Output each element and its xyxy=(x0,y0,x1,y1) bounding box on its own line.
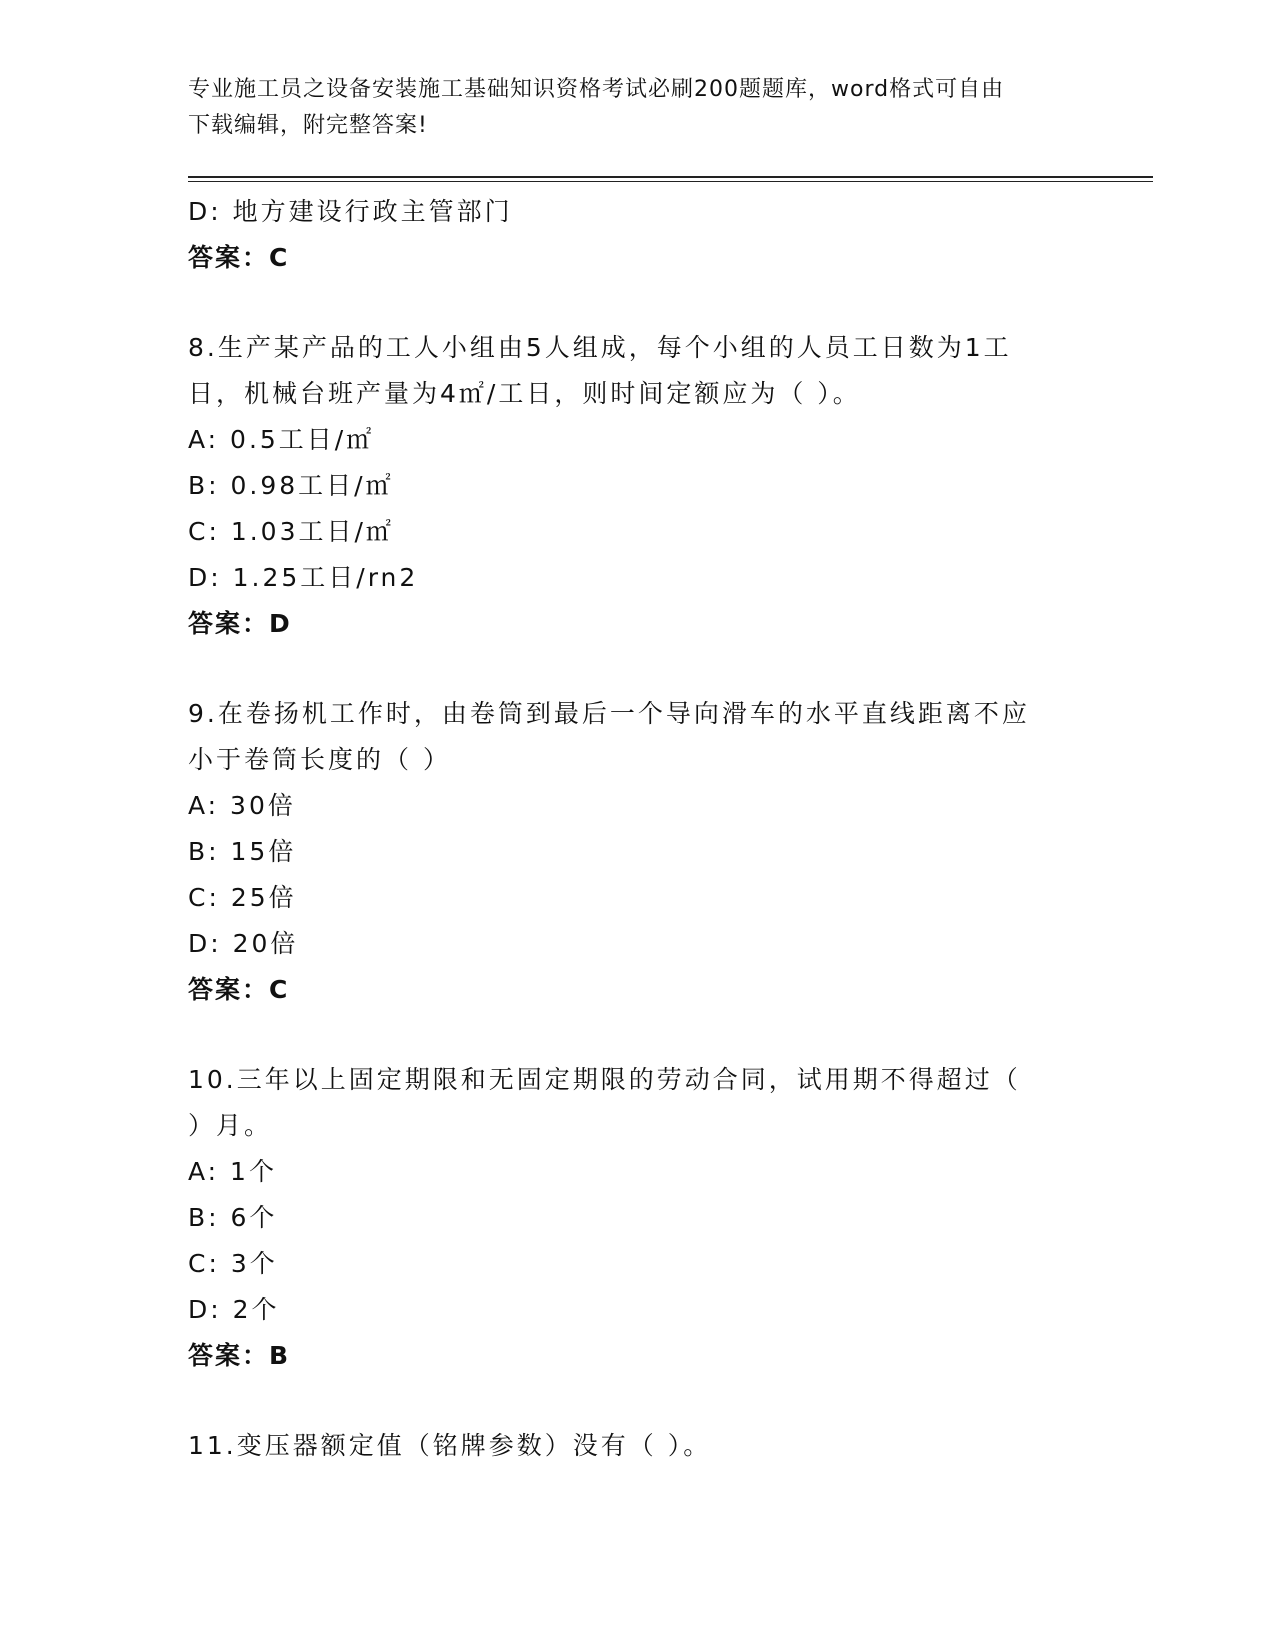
question-text-line-2: 小于卷筒长度的（ ） xyxy=(188,745,451,774)
spacer xyxy=(188,647,1068,691)
answer: 答案：C xyxy=(188,975,290,1004)
option-d: D: 20倍 xyxy=(188,929,299,958)
answer: 答案：B xyxy=(188,1341,291,1370)
question-9 xyxy=(188,691,1068,1013)
question-list xyxy=(188,189,1068,1469)
prev-option-d: D: 地方建设行政主管部门 xyxy=(188,197,513,226)
option-b: B: 6个 xyxy=(188,1203,278,1232)
option-c: C: 3个 xyxy=(188,1249,278,1278)
option-c: C: 25倍 xyxy=(188,883,297,912)
answer: 答案：D xyxy=(188,609,292,638)
question-text-line-1: 10.三年以上固定期限和无固定期限的劳动合同，试用期不得超过（ xyxy=(188,1065,1021,1094)
spacer xyxy=(188,1013,1068,1057)
document-header xyxy=(188,72,1068,144)
option-a: A: 30倍 xyxy=(188,791,296,820)
header-line-1: 专业施工员之设备安装施工基础知识资格考试必刷200题题库，word格式可自由 xyxy=(188,77,1005,102)
question-text-line-2: 日，机械台班产量为4㎡/工日，则时间定额应为（ ）。 xyxy=(188,379,861,408)
question-text-line-1: 11.变压器额定值（铭牌参数）没有（ ）。 xyxy=(188,1431,712,1460)
question-10 xyxy=(188,1057,1068,1379)
question-11 xyxy=(188,1423,1068,1469)
option-a: A: 1个 xyxy=(188,1157,277,1186)
header-rule-thin xyxy=(188,181,1153,182)
option-b: B: 0.98工日/㎡ xyxy=(188,471,394,500)
question-text-line-1: 8.生产某产品的工人小组由5人组成，每个小组的人员工日数为1工 xyxy=(188,333,1012,362)
question-text-line-1: 9.在卷扬机工作时，由卷筒到最后一个导向滑车的水平直线距离不应 xyxy=(188,699,1030,728)
option-d: D: 1.25工日/rn2 xyxy=(188,563,419,592)
spacer xyxy=(188,281,1068,325)
header-line-2: 下载编辑，附完整答案! xyxy=(188,113,428,138)
question-8 xyxy=(188,325,1068,647)
option-b: B: 15倍 xyxy=(188,837,297,866)
option-a: A: 0.5工日/㎡ xyxy=(188,425,375,454)
option-d: D: 2个 xyxy=(188,1295,280,1324)
question-text-line-2: ）月。 xyxy=(188,1111,273,1140)
spacer xyxy=(188,1379,1068,1423)
header-rule-thick xyxy=(188,176,1153,178)
option-c: C: 1.03工日/㎡ xyxy=(188,517,394,546)
prev-answer: 答案：C xyxy=(188,243,290,272)
